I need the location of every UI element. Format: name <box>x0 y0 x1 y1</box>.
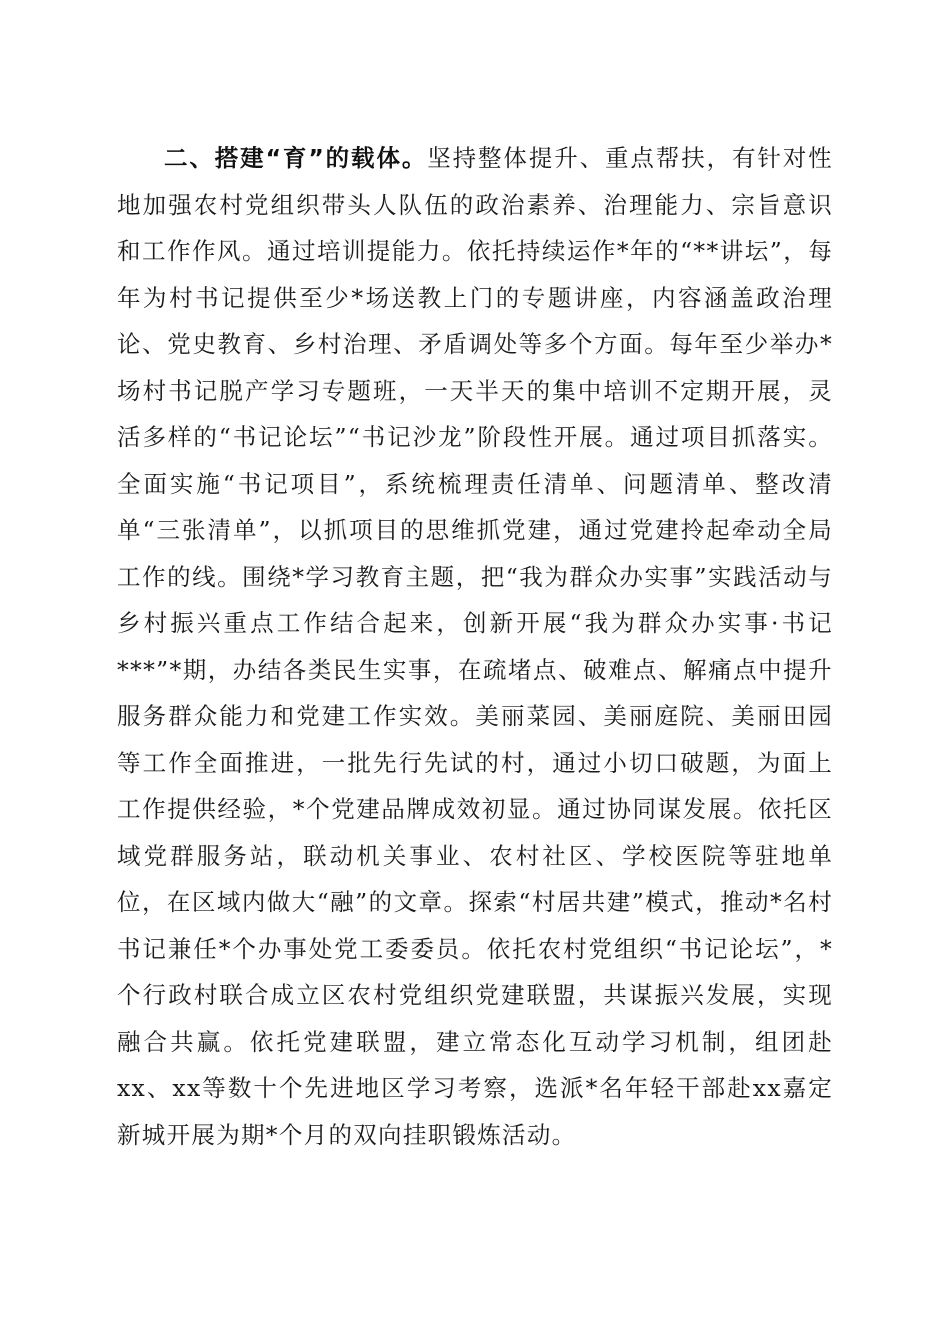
section-heading: 二、搭建“育”的载体。 <box>164 144 428 172</box>
paragraph-body: 坚持整体提升、重点帮扶，有针对性地加强农村党组织带头人队伍的政治素养、治理能力、宗旨意识和工作作风。通过培训提能力。依托持续运作*年的“**讲坛”，每年为村书记提供至少*场送教上门的专题讲座，内容涵盖政治理论、党史教育、乡村治理、矛盾调处等多个方面。每年至少举办*场村书记脱产学习专题班，一天半天的集中培训不定期开展，灵活多样的“书记论坛”“书记沙龙”阶段性开展。通过项目抓落实。全面实施“书记项目”，系统梳理责任清单、问题清单、整改清单“三张清单”，以抓项目的思维抓党建，通过党建拎起牵动全局工作的线。围绕*学习教育主题，把“我为群众办实事”实践活动与乡村振兴重点工作结合起来，创新开展“我为群众办实事·书记***”*期，办结各类民生实事，在疏堵点、破难点、解痛点中提升服务群众能力和党建工作实效。美丽菜园、美丽庭院、美丽田园等工作全面推进，一批先行先试的村，通过小切口破题，为面上工作提供经验，*个党建品牌成效初显。通过协同谋发展。依托区域党群服务站，联动机关事业、农村社区、学校医院等驻地单位，在区域内做大“融”的文章。探索“村居共建”模式，推动*名村书记兼任*个办事处党工委委员。依托农村党组织“书记论坛”，*个行政村联合成立区农村党组织党建联盟，共谋振兴发展，实现融合共赢。依托党建联盟，建立常态化互动学习机制，组团赴xx、xx等数十个先进地区学习考察，选派*名年轻干部赴xx嘉定新城开展为期*个月的双向挂职锻炼活动。 <box>117 144 833 1149</box>
body-paragraph <box>117 135 833 1158</box>
